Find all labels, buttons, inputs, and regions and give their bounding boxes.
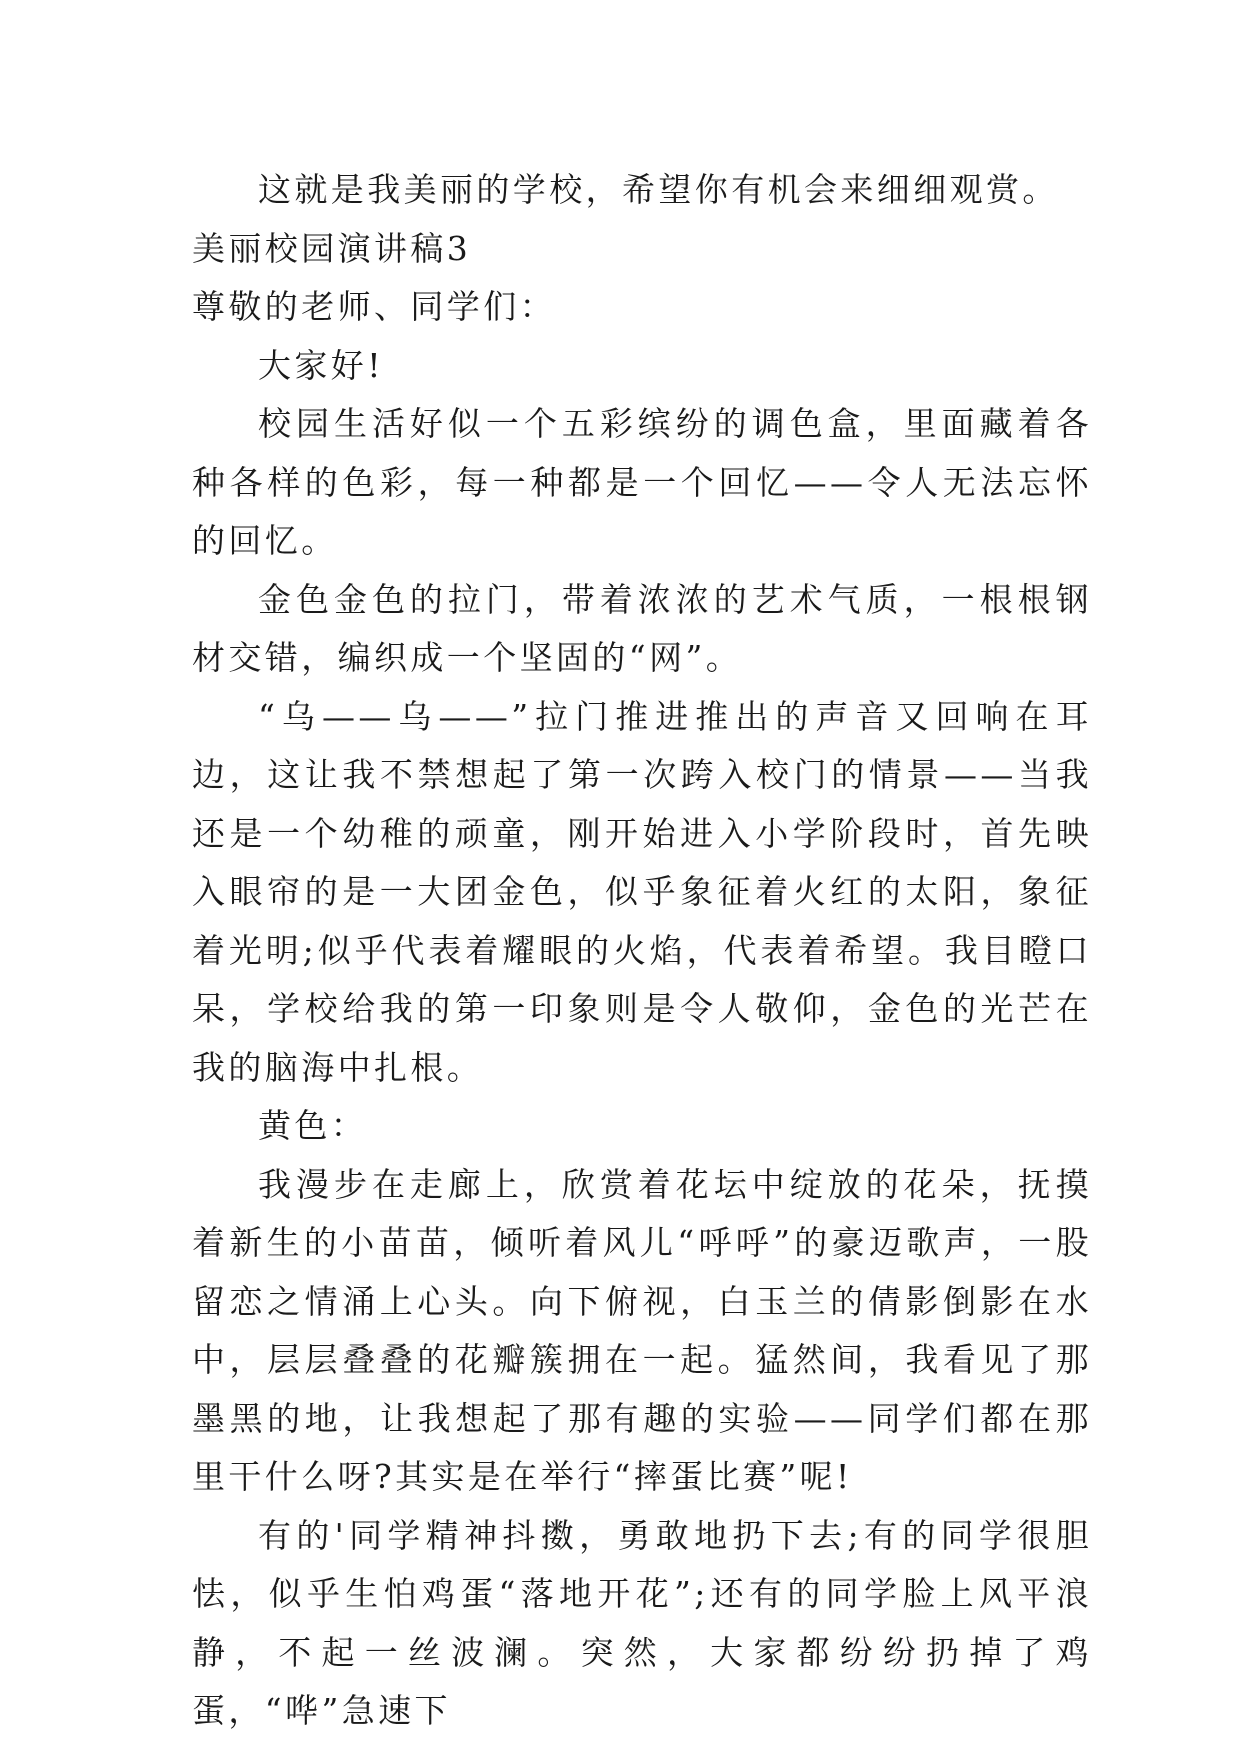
section-title: 美丽校园演讲稿3 bbox=[192, 228, 472, 268]
greeting: 大家好! bbox=[258, 345, 384, 385]
paragraph-gold-gate: 金色金色的拉门，带着浓浓的艺术气质，一根根钢材交错，编织成一个坚固的“网”。 bbox=[192, 579, 1092, 677]
subheading-yellow: 黄色： bbox=[258, 1106, 368, 1145]
paragraph-corridor: 我漫步在走廊上，欣赏着花坛中绽放的花朵，抚摸着新生的小苗苗，倾听着风儿“呼呼”的豪迈歌声，一股留恋之情涌上心头。向下俯视，白玉兰的倩影倒影在水中，层层叠叠的花瓣簇拥在一起。猛然间，我看见了那墨黑的地，让我想起了那有趣的实验——同学们都在那里干什么呀?其实是在举行“摔蛋比赛”呢! bbox=[192, 1164, 1092, 1496]
document-body bbox=[192, 161, 1092, 1741]
paragraph-closing-line: 这就是我美丽的学校，希望你有机会来细细观赏。 bbox=[258, 170, 1059, 209]
paragraph-intro: 校园生活好似一个五彩缤纷的调色盒，里面藏着各种各样的色彩，每一种都是一个回忆——令人无法忘怀的回忆。 bbox=[192, 404, 1092, 560]
paragraph-memory: “乌——乌——”拉门推进推出的声音又回响在耳边，这让我不禁想起了第一次跨入校门的情景——当我还是一个幼稚的顽童，刚开始进入小学阶段时，首先映入眼帘的是一大团金色，似乎象征着火红的太阳，象征着光明;似乎代表着耀眼的火焰，代表着希望。我目瞪口呆，学校给我的第一印象则是令人敬仰，金色的光芒在我的脑海中扎根。 bbox=[192, 696, 1092, 1087]
salutation: 尊敬的老师、同学们： bbox=[192, 287, 556, 326]
paragraph-egg-drop: 有的'同学精神抖擞，勇敢地扔下去;有的同学很胆怯，似乎生怕鸡蛋“落地开花”;还有的同学脸上风平浪静，不起一丝波澜。突然，大家都纷纷扔掉了鸡蛋，“哗”急速下 bbox=[192, 1515, 1092, 1730]
